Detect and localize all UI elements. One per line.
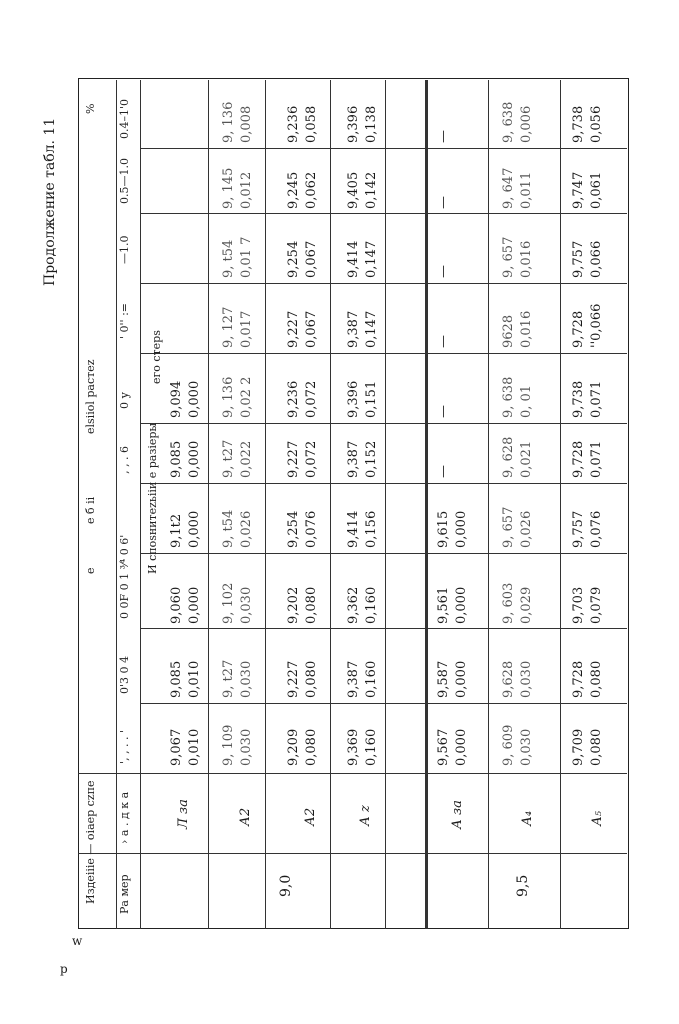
table-cell: 9,254 0,067 [286, 240, 319, 278]
table-cell: 9,369 0,160 [346, 728, 379, 766]
table-cell: 9,757 0,066 [571, 240, 604, 278]
table-cell: 9, t27 0,030 [221, 659, 254, 698]
table-cell: 9, 609 0,030 [501, 724, 534, 766]
table-cell: 9, 638 0,006 [501, 101, 534, 143]
table-cell: 9,728 0,071 [571, 440, 604, 478]
table-cell: 9,202 0,080 [286, 586, 319, 624]
col-tag-2: 0'3 0 4 [118, 655, 131, 694]
page-title: Продолжение табл. 11 [42, 117, 58, 286]
row-label: А₄ [520, 810, 535, 826]
table-cell: 9, 657 0,016 [501, 236, 534, 278]
table-cell: 9628 0,016 [501, 310, 534, 348]
table-cell: 9, 109 0,030 [221, 724, 254, 766]
table-cell: 9,094 0,000 [169, 380, 202, 418]
row-label: А₅ [590, 810, 605, 826]
table-cell: 9,703 0,079 [571, 586, 604, 624]
table-cell: 9,738 0,071 [571, 380, 604, 418]
table-cell: 9,567 0,000 [436, 728, 469, 766]
col-tag-4: ‚ ‚ . 6 [118, 446, 131, 474]
table-cell: 9,396 0,138 [346, 105, 379, 143]
col-tag-1: '‚ ‚ . . ' [118, 729, 131, 764]
table-cell: 9,245 0,062 [286, 171, 319, 209]
table-cell: 9, 657 0,026 [501, 506, 534, 548]
table-cell: 9,414 0,147 [346, 240, 379, 278]
group-label-9-0: 9,0 [278, 874, 294, 897]
group-label-9-5: 9,5 [515, 874, 531, 897]
table-cell: 9,728 ''0,066 [571, 303, 604, 348]
table-cell: 9,067 0,010 [169, 728, 202, 766]
table-cell: 9, 647 0,011 [501, 167, 534, 209]
table-cell: 9,561 0,000 [436, 586, 469, 624]
table-cell: 9,414 0,156 [346, 510, 379, 548]
table-cell: 9, t27 0,022 [221, 439, 254, 478]
table-cell: 9,387 0,147 [346, 310, 379, 348]
table-cell: 9,387 0,160 [346, 660, 379, 698]
table-cell: 9, 136 0,02 2 [221, 376, 254, 418]
table-cell: 9,396 0,151 [346, 380, 379, 418]
col-tag-6: ' 0'' := [118, 303, 131, 339]
col-tag-7: —1.0 [118, 235, 131, 264]
table-cell: 9,628 0,030 [501, 660, 534, 698]
corner-mark-right: w [72, 934, 83, 948]
table-cell: 9,1t2 0,000 [169, 510, 202, 548]
header-razmer: Ра мер [118, 874, 131, 914]
header-mid-top: е [84, 567, 97, 574]
table-cell: — [436, 335, 451, 348]
table-cell: 9, 136 0,008 [221, 101, 254, 143]
header-ego-steps: его стерs [150, 330, 163, 384]
table-cell: 9,615 0,000 [436, 510, 469, 548]
corner-mark-left: р [60, 962, 68, 976]
table-cell: 9,254 0,076 [286, 510, 319, 548]
table-cell: 9,085 0,010 [169, 660, 202, 698]
col-tag-3: 0 0F 0 1 ³⁄⁴ 0 6' [118, 534, 131, 619]
table-cell: 9,747 0,061 [571, 171, 604, 209]
table-cell: 9,085 0,000 [169, 440, 202, 478]
table-cell: 9,405 0,142 [346, 171, 379, 209]
table-cell: 9,587 0,000 [436, 660, 469, 698]
table-cell: 9, t54 0,01 7 [221, 236, 254, 278]
table-cell: 9, t54 0,026 [221, 509, 254, 548]
row-label: А2 [238, 807, 253, 826]
header-mid-top3: еlsiiol растеz [84, 359, 97, 434]
table-cell: 9,209 0,080 [286, 728, 319, 766]
col-tag-9: 0.4–1'0 [118, 98, 131, 139]
header-percent: % [84, 103, 97, 114]
header-product: Издеііie — оіаер сzпе [84, 780, 97, 904]
table-cell: 9, 603 0,029 [501, 582, 534, 624]
col-tag-8: 0.5—1.0 [118, 158, 131, 204]
table-cell: 9,387 0,152 [346, 440, 379, 478]
table-cell: 9,227 0,067 [286, 310, 319, 348]
table-cell: 9,757 0,076 [571, 510, 604, 548]
table-cell: 9, 638 0, 01 [501, 376, 534, 418]
table-cell: 9,709 0,080 [571, 728, 604, 766]
table-cell: 9, 127 0,017 [221, 306, 254, 348]
table-cell: 9,227 0,072 [286, 440, 319, 478]
row-label: А z [358, 805, 373, 826]
table-cell: — [436, 130, 451, 143]
table-cell: 9,728 0,080 [571, 660, 604, 698]
table-cell: 9,227 0,080 [286, 660, 319, 698]
table-cell: 9,060 0,000 [169, 586, 202, 624]
table-cell: 9,362 0,160 [346, 586, 379, 624]
header-mid-top2: е б ii [84, 496, 97, 524]
table-cell: 9, 102 0,030 [221, 582, 254, 624]
table-cell: 9,738 0,056 [571, 105, 604, 143]
header-ispoln: И споsнитеzьiiи е разiеры [146, 422, 159, 574]
row-label: А2 [303, 807, 318, 826]
table-cell: 9, 145 0,012 [221, 167, 254, 209]
table-cell: 9,236 0,072 [286, 380, 319, 418]
table-cell: 9, 628 0,021 [501, 436, 534, 478]
row-label: А за [450, 800, 465, 829]
table-cell: — [436, 465, 451, 478]
table-cell: — [436, 265, 451, 278]
table-cell: — [436, 405, 451, 418]
table-cell: 9,236 0,058 [286, 105, 319, 143]
header-sub: › а . д к а [118, 791, 131, 844]
row-label: Л за [176, 799, 191, 829]
table-cell: — [436, 196, 451, 209]
col-tag-5: 0 у [118, 392, 131, 409]
